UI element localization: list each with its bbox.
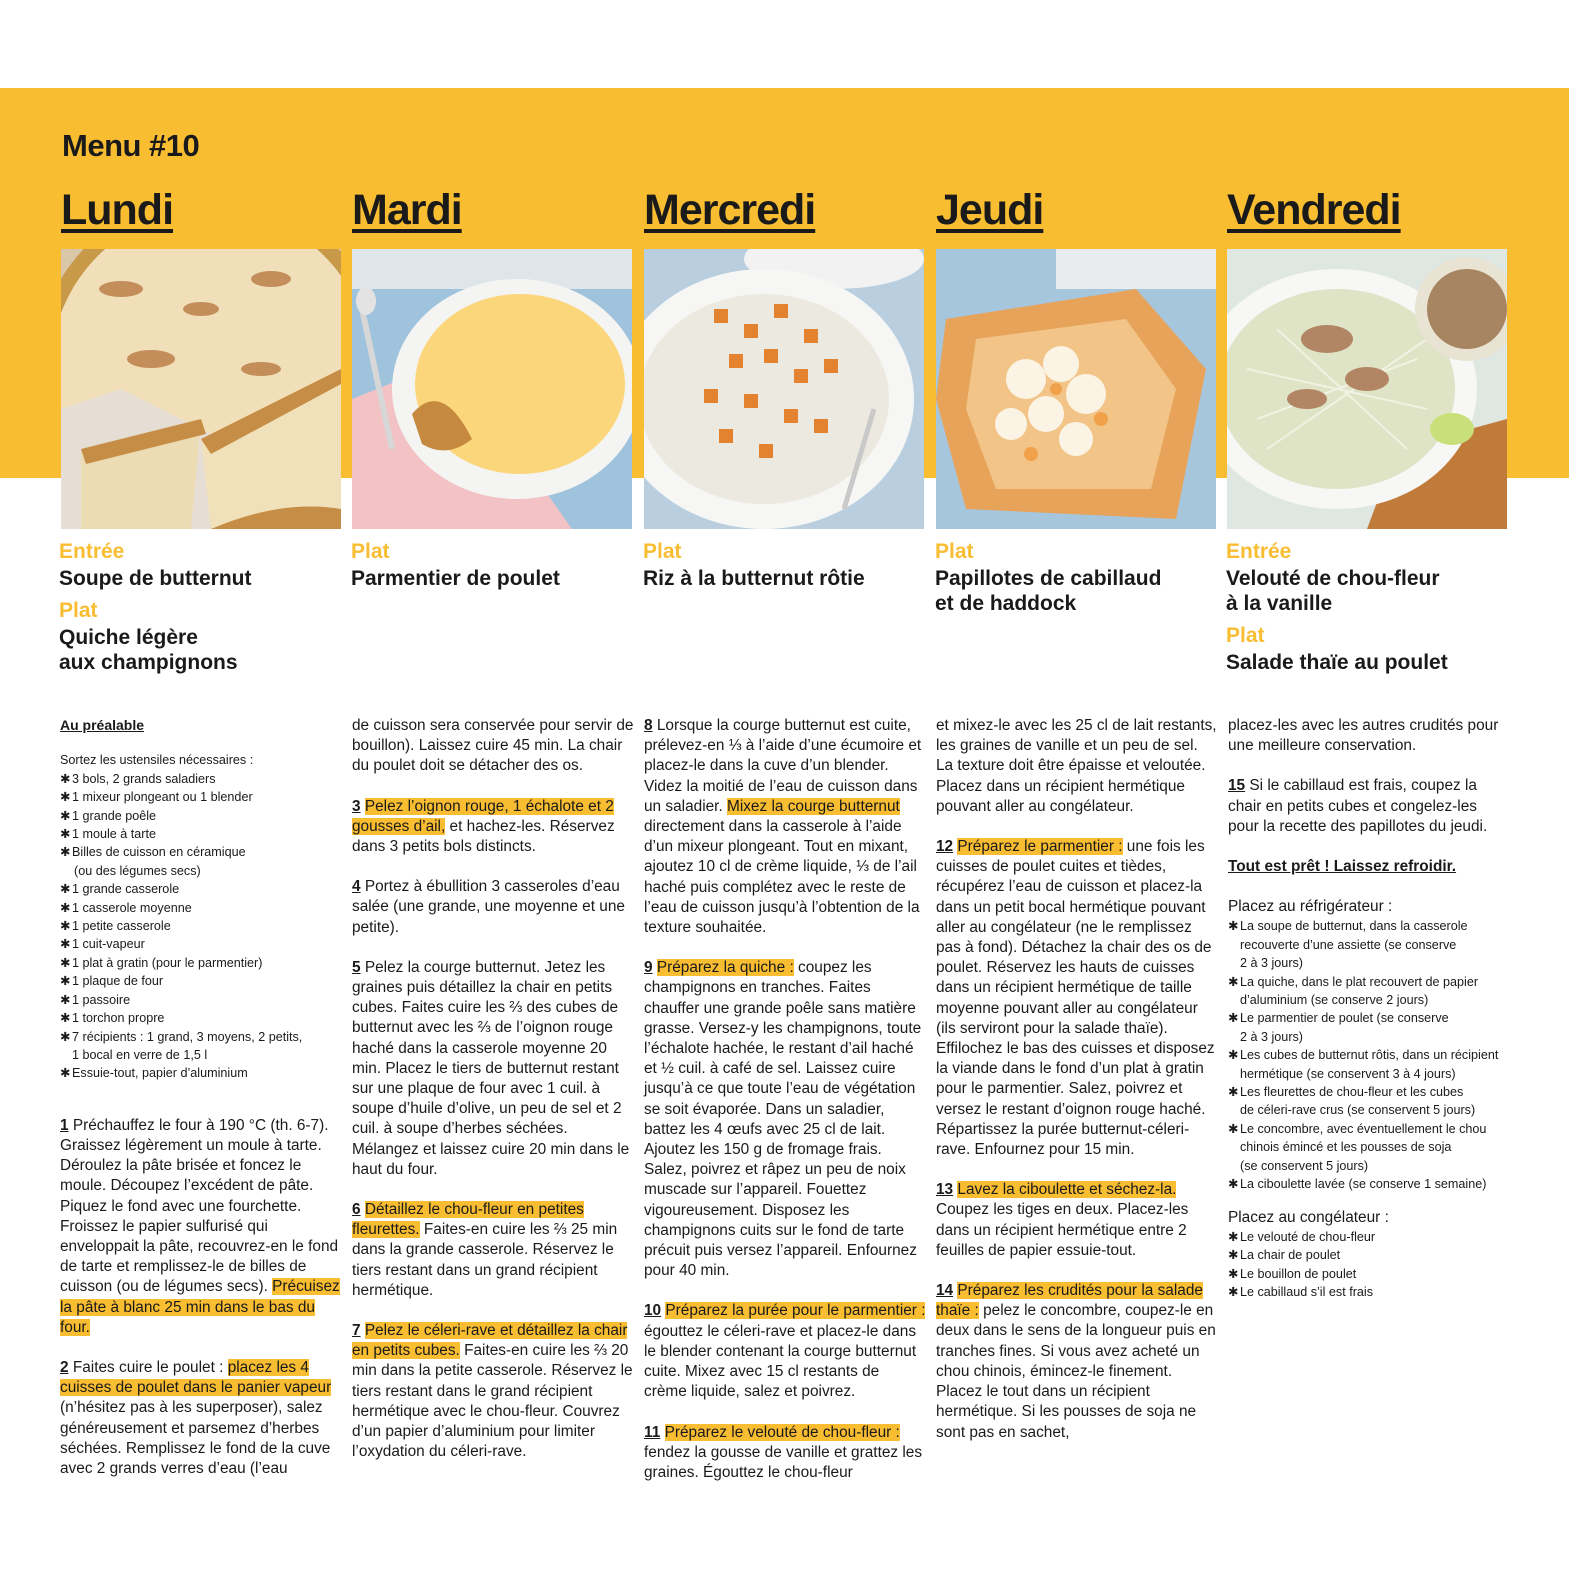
fridge-list bbox=[1228, 917, 1510, 1193]
jeudi-category-1: Plat bbox=[935, 540, 974, 563]
ustensils-list bbox=[60, 751, 346, 1082]
step-14: 14 Préparez les crudités pour la salade thaïe : pelez le concombre, coupez-le en deux dans le sens de la longueur puis en tranches fines. Si vous avez acheté un chou chinois, émincez-le finement. Placez le tout dans un récipient hermétique. Si les pousses de soja ne sont pas en sachet, bbox=[936, 1282, 1216, 1441]
list-item: 1 bocal en verre de 1,5 l bbox=[72, 1047, 208, 1062]
vendredi-category-2: Plat bbox=[1226, 624, 1265, 647]
jeudi-dish-1-line2: et de haddock bbox=[935, 592, 1077, 615]
step-9: 9 Préparez la quiche : coupez les champignons en tranches. Faites chauffer une grande poêle sans matière grasse. Versez-y les champignons, toute l’échalote hachée, le restant d’ail haché et ½ cuil. à café de sel. Laissez cuire jusqu’à ce que toute l’eau de végétation se soit évaporée. Dans un saladier, battez les 4 œufs avec 25 cl de lait. Ajoutez les 150 g de fromage frais. Salez, poivrez et râpez un peu de noix muscade sur l’appareil. Fouettez vigoureusement. Disposez les champignons cuits sur le fond de tarte précuit puis versez l’appareil. Enfournez pour 40 min. bbox=[644, 959, 922, 1280]
mercredi-dish-1: Riz à la butternut rôtie bbox=[643, 567, 865, 590]
lundi-dish-1: Soupe de butternut bbox=[59, 567, 252, 590]
instructions-column-4 bbox=[936, 716, 1218, 1443]
freezer-title: Placez au congélateur : bbox=[1228, 1208, 1389, 1226]
day-jeudi: Jeudi bbox=[936, 186, 1044, 234]
list-item: ✱Les cubes de butternut rôtis, dans un récipient bbox=[1228, 1048, 1499, 1063]
step-4: 4 Portez à ébullition 3 casseroles d’eau salée (une grande, une moyenne et une petite). bbox=[352, 878, 625, 936]
list-item: ✱1 grande casserole bbox=[60, 882, 180, 897]
list-item: 2 à 3 jours) bbox=[1240, 1029, 1303, 1044]
mercredi-category-1: Plat bbox=[643, 540, 682, 563]
thai-salad-photo bbox=[1227, 249, 1507, 529]
list-item: 2 à 3 jours) bbox=[1240, 956, 1303, 971]
step-14-continued: placez-les avec les autres crudités pour une meilleure conservation. bbox=[1228, 717, 1499, 755]
step-7: 7 Pelez le céleri-rave et détaillez la chair en petits cubes. Faites-en cuire les ⅔ 20 min dans la petite casserole. Réservez le tiers restant dans le grand récipient hermétique avec le chou-fleur. Couvrez d’un papier d’aluminium pour limiter l’oxydation du céleri-rave. bbox=[352, 1322, 633, 1461]
list-item: ✱1 torchon propre bbox=[60, 1011, 165, 1026]
list-item: ✱1 plaque de four bbox=[60, 974, 164, 989]
papillote-photo bbox=[936, 249, 1216, 529]
list-item: ✱1 petite casserole bbox=[60, 919, 171, 934]
list-item: recouverte d’une assiette (se conserve bbox=[1240, 937, 1457, 952]
quiche-photo bbox=[61, 249, 341, 529]
list-item: ✱Essuie-tout, papier d’aluminium bbox=[60, 1066, 248, 1081]
instructions-column-3 bbox=[644, 716, 926, 1483]
lundi-dish-2-line2: aux champignons bbox=[59, 651, 238, 674]
list-item: (se conservent 5 jours) bbox=[1240, 1158, 1369, 1173]
mardi-dish-1: Parmentier de poulet bbox=[351, 567, 560, 590]
step-8: 8 Lorsque la courge butternut est cuite, prélevez-en ⅓ à l’aide d’une écumoire et placez-le dans la cuve d’un blender. Videz la moitié de l’eau de cuisson dans un saladier. Mixez la courge butternut directement dans la casserole à l’aide d’un mixeur plongeant. Tout en mixant, ajoutez 10 cl de crème liquide, ⅓ de l’ail haché puis complétez avec le reste de l’eau de cuisson jusqu’à l’obtention de la texture souhaitée. bbox=[644, 717, 922, 937]
list-item: ✱La chair de poulet bbox=[1228, 1248, 1341, 1263]
step-11: 11 Préparez le velouté de chou-fleur : fendez la gousse de vanille et grattez les graines. Égouttez le chou-fleur bbox=[644, 1423, 923, 1481]
list-item: ✱La soupe de butternut, dans la casserole bbox=[1228, 919, 1468, 934]
list-item: ✱Le concombre, avec éventuellement le chou bbox=[1228, 1121, 1487, 1136]
list-item: ✱1 passoire bbox=[60, 992, 131, 1007]
list-item: ✱La ciboulette lavée (se conserve 1 semaine) bbox=[1228, 1177, 1487, 1192]
step-12: 12 Préparez le parmentier : une fois les cuisses de poulet cuites et tièdes, récupérez l’eau de cuisson et placez-la dans un petit bocal hermétique pouvant aller au congélateur (ne le remplissez pas à fond). Détachez la chair des os de poulet. Réservez les hauts de cuisses dans un récipient hermétique de taille moyenne pouvant aller au congélateur (ils serviront pour la salade thaïe). Effilochez le bas des cuisses et disposez la viande dans le fond d’un plat à gratin pour le parmentier. Salez, poivrez et versez le restant d’oignon rouge haché. Répartissez la purée butternut-céleri-rave. Enfournez pour 15 min. bbox=[936, 838, 1215, 1159]
step-2: 2 Faites cuire le poulet : placez les 4 cuisses de poulet dans le panier vapeur (n’hésitez pas à les superposer), salez généreusement et parsemez d’herbes séchées. Remplissez le fond de la cuve avec 2 grands verres d’eau (l’eau bbox=[60, 1358, 332, 1477]
jeudi-dish-1-line1: Papillotes de cabillaud bbox=[935, 567, 1162, 590]
freezer-list bbox=[1228, 1228, 1510, 1302]
mardi-category-1: Plat bbox=[351, 540, 390, 563]
instructions-column-1 bbox=[60, 716, 346, 1479]
list-item: ✱1 grande poêle bbox=[60, 808, 157, 823]
list-item: ✱La quiche, dans le plat recouvert de papier bbox=[1228, 974, 1479, 989]
day-mardi: Mardi bbox=[352, 186, 462, 234]
list-item: ✱Le velouté de chou-fleur bbox=[1228, 1229, 1376, 1244]
step-1: 1 Préchauffez le four à 190 °C (th. 6-7). Graissez légèrement un moule à tarte. Déroulez la pâte brisée et foncez le moule. Découpez l’excédent de pâte. Piquez le fond avec une fourchette. Froissez le papier sulfurisé qui enveloppait la pâte, recouvrez-en le fond de tarte et remplissez-le de billes de cuisson (ou de légumes secs). Précuisez la pâte à blanc 25 min dans le bas du four. bbox=[60, 1116, 340, 1336]
ustensils-intro: Sortez les ustensiles nécessaires : bbox=[60, 753, 254, 768]
list-item: ✱7 récipients : 1 grand, 3 moyens, 2 petits, bbox=[60, 1029, 303, 1044]
list-item: ✱Billes de cuisson en céramique bbox=[60, 845, 246, 860]
vendredi-dish-2: Salade thaïe au poulet bbox=[1226, 651, 1448, 674]
list-item: ✱1 cuit-vapeur bbox=[60, 937, 145, 952]
step-10: 10 Préparez la purée pour le parmentier : égouttez le céleri-rave et placez-le dans le blender contenant la courge butternut cuite. Mixez avec 15 cl restants de crème liquide, salez et poivrez. bbox=[644, 1302, 926, 1401]
step-6: 6 Détaillez le chou-fleur en petites fleurettes. Faites-en cuire les ⅔ 25 min dans la grande casserole. Réservez le tiers restant dans un grand récipient hermétique. bbox=[352, 1201, 618, 1299]
step-15: 15 Si le cabillaud est frais, coupez la chair en petits cubes et congelez-les pour la recette des papillotes du jeudi. bbox=[1228, 777, 1488, 835]
step-11-continued: et mixez-le avec les 25 cl de lait restants, les graines de vanille et un peu de sel. La texture doit être épaisse et veloutée. Placez dans un récipient hermétique pouvant aller au congélateur. bbox=[936, 717, 1217, 815]
rice-butternut-photo bbox=[644, 249, 924, 529]
list-item: ✱Les fleurettes de chou-fleur et les cubes bbox=[1228, 1085, 1464, 1100]
list-item: ✱Le cabillaud s’il est frais bbox=[1228, 1284, 1373, 1299]
lundi-category-2: Plat bbox=[59, 599, 98, 622]
list-item: (ou des légumes secs) bbox=[74, 863, 201, 878]
lundi-category-1: Entrée bbox=[59, 540, 125, 563]
list-item: chinois émincé et les pousses de soja bbox=[1240, 1140, 1452, 1155]
vendredi-category-1: Entrée bbox=[1226, 540, 1292, 563]
fridge-title: Placez au réfrigérateur : bbox=[1228, 898, 1393, 916]
step-2-continued: de cuisson sera conservée pour servir de bouillon). Laissez cuire 45 min. La chair du poulet doit se détacher des os. bbox=[352, 717, 634, 775]
day-mercredi: Mercredi bbox=[644, 186, 816, 234]
vendredi-dish-1-line1: Velouté de chou-fleur bbox=[1226, 567, 1440, 590]
lundi-dish-2-line1: Quiche légère bbox=[59, 626, 198, 649]
list-item: ✱1 plat à gratin (pour le parmentier) bbox=[60, 955, 263, 970]
list-item: ✱Le bouillon de poulet bbox=[1228, 1266, 1357, 1281]
step-3: 3 Pelez l’oignon rouge, 1 échalote et 2 gousses d’ail, et hachez-les. Réservez dans 3 petits bols distincts. bbox=[352, 797, 615, 856]
list-item: ✱1 casserole moyenne bbox=[60, 900, 192, 915]
ready-note: Tout est prêt ! Laissez refroidir. bbox=[1228, 858, 1457, 876]
list-item: d’aluminium (se conserve 2 jours) bbox=[1240, 993, 1429, 1008]
list-item: ✱1 mixeur plongeant ou 1 blender bbox=[60, 790, 253, 805]
instructions-column-2 bbox=[352, 716, 634, 1463]
step-13: 13 Lavez la ciboulette et séchez-la. Coupez les tiges en deux. Placez-les dans un récipient hermétique entre 2 feuilles de papier essuie-tout. bbox=[936, 1181, 1189, 1259]
day-lundi: Lundi bbox=[61, 186, 174, 234]
parmentier-photo bbox=[352, 249, 632, 529]
step-5: 5 Pelez la courge butternut. Jetez les graines puis détaillez la chair en petits cubes. Faites cuire les ⅔ des cubes de butternut avec les ⅔ de l’oignon rouge haché dans la casserole moyenne 20 min. Placez le tiers de butternut restant sur une plaque de four avec 1 cuil. à soupe d’huile d’olive, un peu de sel et 2 cuil. à soupe d’herbes séchées. Mélangez et laissez cuire 20 min dans le haut du four. bbox=[352, 958, 630, 1178]
instructions-column-5 bbox=[1228, 716, 1510, 1301]
list-item: ✱3 bols, 2 grands saladiers bbox=[60, 771, 216, 786]
menu-title: Menu #10 bbox=[62, 128, 200, 163]
list-item: ✱Le parmentier de poulet (se conserve bbox=[1228, 1011, 1449, 1026]
prelim-title: Au préalable bbox=[60, 717, 145, 733]
list-item: hermétique (se conservent 3 à 4 jours) bbox=[1240, 1066, 1456, 1081]
list-item: de céleri-rave crus (se conservent 5 jours) bbox=[1240, 1103, 1476, 1118]
vendredi-dish-1-line2: à la vanille bbox=[1226, 592, 1333, 615]
day-vendredi: Vendredi bbox=[1227, 186, 1401, 234]
list-item: ✱1 moule à tarte bbox=[60, 827, 157, 842]
